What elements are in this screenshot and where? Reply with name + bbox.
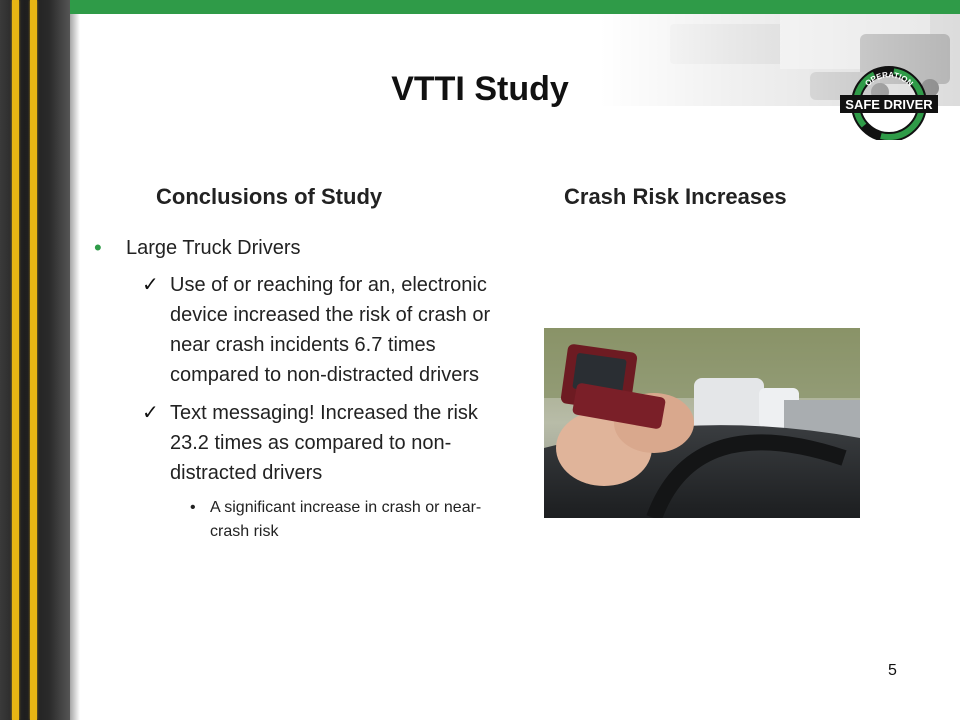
page-number: 5 xyxy=(888,662,897,679)
logo-top-text: OPERATION xyxy=(863,70,915,89)
left-column-heading: Conclusions of Study xyxy=(156,184,383,209)
check-text: Use of or reaching for an, electronic device increased the risk of crash or near crash incidents 6.7 times compared to non-distracted drivers xyxy=(170,274,491,386)
logo-bottom-text: SAFE DRIVER xyxy=(845,97,933,112)
slide-title: VTTI Study xyxy=(391,70,569,108)
check-item xyxy=(94,270,514,390)
checkmark-icon: ✓ xyxy=(142,274,159,296)
bullet-item xyxy=(94,234,514,262)
check-item xyxy=(94,398,514,488)
texting-while-driving-photo xyxy=(544,328,860,518)
right-column-heading: Crash Risk Increases xyxy=(564,184,787,209)
left-column-content xyxy=(94,234,514,544)
checkmark-icon: ✓ xyxy=(142,402,159,424)
sub-bullet-item xyxy=(94,496,514,544)
sub-bullet-text: A significant increase in crash or near-crash risk xyxy=(210,499,482,540)
bullet-dot-icon: • xyxy=(94,235,102,260)
top-accent-bar xyxy=(70,0,960,14)
check-text: Text messaging! Increased the risk 23.2 times as compared to non-distracted drivers xyxy=(170,402,478,484)
sub-bullet-dot-icon: • xyxy=(190,499,196,516)
bullet-text: Large Truck Drivers xyxy=(126,237,301,259)
